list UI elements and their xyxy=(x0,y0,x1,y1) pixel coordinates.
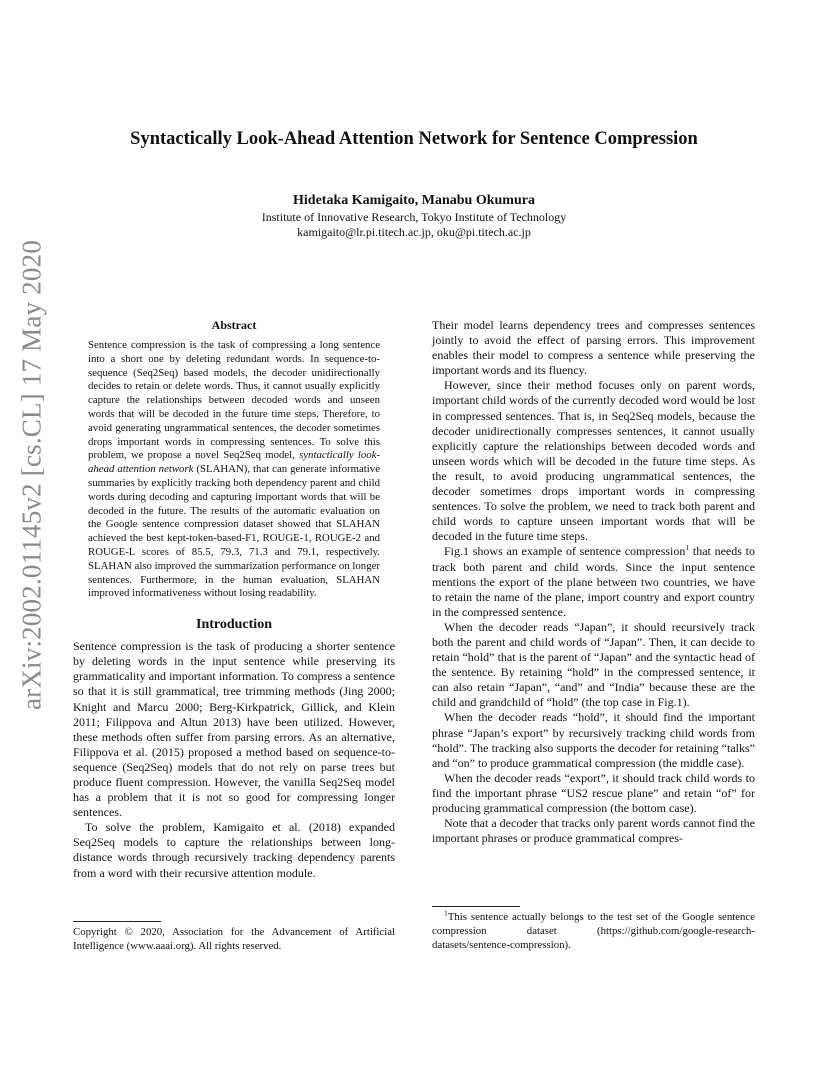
right-paragraph-6: When the decoder reads “export”, it should track child words to find the important phrase “US2 rescue plane” and retain “of” for producing grammatical compression (the bottom case). xyxy=(432,770,755,815)
right-paragraph-3 xyxy=(432,544,755,619)
copyright-rule xyxy=(73,921,161,922)
paper-title: Syntactically Look-Ahead Attention Network for Sentence Compression xyxy=(130,129,698,149)
right-paragraph-1: Their model learns dependency trees and compresses sentences jointly to avoid the effect of parsing errors. This improvement enables their model to compress a sentence while preserving the important words and its fluency. xyxy=(432,318,755,378)
abstract-text-part-1: Sentence compression is the task of compressing a long sentence into a short one by deleting redundant words. In sequence-to-sequence (Seq2Seq) based models, the decoder unidirectionally decides to retain or delete words. Thus, it cannot usually explicitly capture the relationships between decoded words and unseen words that will be decoded in the future time steps. Therefore, to avoid generating ungrammatical sentences, the decoder sometimes drops important words in compressing sentences. To solve this problem, we propose a novel Seq2Seq model, xyxy=(88,339,380,462)
abstract-text-part-2: (SLAHAN), that can generate informative summaries by explicitly tracking both dependency parent and child words during decoding and capturing important words that will be decoded in the future. The results of the automatic evaluation on the Google sentence compression dataset showed that SLAHAN achieved the best kept-token-based-F1, ROUGE-1, ROUGE-2 and ROUGE-L scores of 85.5, 79.3, 71.3 and 79.1, respectively. SLAHAN also improved the summarization performance on longer sentences. Furthermore, in the human evaluation, SLAHAN improved informativeness without losing readability. xyxy=(88,463,380,600)
intro-paragraph-1: Sentence compression is the task of producing a shorter sentence by deleting words in the input sentence while preserving its grammaticality and important information. To compress a sentence so that it is still grammatical, tree trimming methods (Jing 2000; Knight and Marcu 2000; Berg-Kirkpatrick, Gillick, and Klein 2011; Filippova and Altun 2013) have been utilized. However, these methods often suffer from parsing errors. As an alternative, Filippova et al. (2015) proposed a method based on sequence-to-sequence (Seq2Seq) models that do not rely on parse trees but produce fluent compression. However, the vanilla Seq2Seq model has a problem that it is not so good for compressing longer sentences. xyxy=(73,639,395,820)
arxiv-identifier-text: arXiv:2002.01145v2 [cs.CL] 17 May 2020 xyxy=(16,239,47,711)
right-paragraph-3-part-2: that needs to track both parent and child words. Since the input sentence mentions the export of the plane between two countries, we have to retain the name of the plane, import country and export country in the compressed sentence. xyxy=(432,544,755,619)
copyright-notice: Copyright © 2020, Association for the Advancement of Artificial Intelligence (www.aaai.org). All rights reserved. xyxy=(73,926,395,952)
right-paragraph-5: When the decoder reads “hold”, it should find the important phrase “Japan’s export” by recursively tracking child words from “hold”. The tracking also supports the decoder for retaining “talks” and “on” to produce grammatical compression (the middle case). xyxy=(432,710,755,770)
right-column xyxy=(432,318,755,846)
footnote-text: This sentence actually belongs to the test set of the Google sentence compression dataset (https://github.com/google-research-datasets/sentence-compression). xyxy=(432,911,755,951)
abstract-heading: Abstract xyxy=(211,318,257,332)
footnote-reference[interactable]: 1 xyxy=(685,543,690,553)
paper-authors: Hidetaka Kamigaito, Manabu Okumura xyxy=(293,193,535,208)
footnote-rule xyxy=(432,906,520,907)
left-column xyxy=(73,318,395,881)
right-paragraph-2: However, since their method focuses only on parent words, important child words of the currently decoded word would be lost in compressed sentences. That is, in Seq2Seq models, because the decoder unidirectionally compresses sentences, it cannot usually explicitly capture the relationships between decoded words and unseen words which will be decoded in the future time steps. As the result, to avoid producing ungrammatical sentences, the decoder sometimes drops important words in compressing sentences. To solve the problem, we need to track both parent and child words to capture unseen important words that will be decoded in the future time steps. xyxy=(432,378,755,544)
right-paragraph-4: When the decoder reads “Japan”, it should recursively track both the parent and child words of “Japan”. Then, it can decide to retain “hold” that is the parent of “Japan” and the syntactic head of the sentence. By retaining “hold” in the compressed sentence, it can also retain “Japan”, “and” and “India” because these are the child and grandchild of “hold” (the top case in Fig.1). xyxy=(432,619,755,710)
intro-paragraph-2: To solve the problem, Kamigaito et al. (2018) expanded Seq2Seq models to capture the relationships between long-distance words through recursively tracking dependency parents from a word with their recursive attention module. xyxy=(73,820,395,880)
abstract-text xyxy=(88,339,380,601)
author-affiliation: Institute of Innovative Research, Tokyo Institute of Technology xyxy=(261,210,567,224)
author-emails: kamigaito@lr.pi.titech.ac.jp, oku@pi.titech.ac.jp xyxy=(297,225,531,239)
introduction-heading: Introduction xyxy=(196,617,272,633)
footnote-mark: 1 xyxy=(444,908,448,918)
right-paragraph-3-part-1: Fig.1 shows an example of sentence compression xyxy=(444,544,686,559)
right-paragraph-7: Note that a decoder that tracks only parent words cannot find the important phrases or produce grammatical compres- xyxy=(432,816,755,846)
footnote xyxy=(432,910,755,952)
arxiv-side-identifier xyxy=(14,239,50,711)
abstract-model-name: syntactically look-ahead attention network xyxy=(88,449,381,476)
